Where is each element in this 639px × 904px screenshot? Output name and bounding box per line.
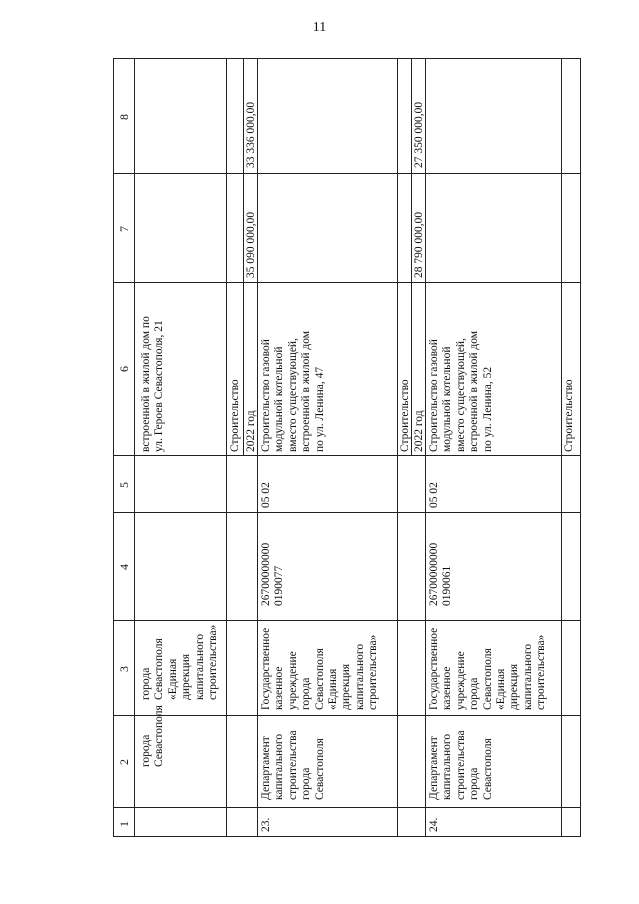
continuation-object: встроенной в жилой дом по ул. Героев Севастополя, 21 bbox=[140, 316, 166, 452]
row-23-number: 23. bbox=[260, 817, 272, 832]
column-header-2: 2 bbox=[117, 759, 131, 765]
col-separator-2-1 bbox=[113, 807, 581, 808]
row-24-department: Департамент капитального строительства города Севастополя bbox=[428, 730, 494, 800]
row-23-year-label: 2022 год bbox=[245, 410, 257, 452]
row-24-section: 05 02 bbox=[428, 482, 440, 508]
column-header-5: 5 bbox=[117, 482, 131, 488]
col-separator-6-5 bbox=[113, 455, 581, 456]
col-separator-7-6 bbox=[113, 282, 581, 283]
row-23-total-amount: 33 336 000,00 bbox=[245, 101, 257, 168]
row-24-object: Строительство газовой модульной котельной вместо существующей, встроенной в жилой дом по ул. Ленина, 52 bbox=[428, 330, 494, 452]
column-header-4: 4 bbox=[117, 564, 131, 570]
column-header-1: 1 bbox=[117, 821, 131, 827]
column-header-3: 3 bbox=[117, 666, 131, 672]
row-separator-d bbox=[397, 58, 398, 837]
row-24-year-label: 2022 год bbox=[413, 410, 425, 452]
row-separator-g bbox=[561, 58, 562, 837]
page-number: 11 bbox=[312, 20, 327, 35]
col-separator-8-7 bbox=[113, 173, 581, 174]
col-separator-3-2 bbox=[113, 715, 581, 716]
row-24-code: 26700000000 0190061 bbox=[428, 542, 454, 606]
table-border-right bbox=[580, 58, 581, 837]
row-24-institution: Государственное казенное учреждение города Севастополя «Единая дирекция капитального строительства» bbox=[428, 627, 548, 710]
table-border-left bbox=[113, 58, 114, 837]
row-23-year-amount: 35 090 000,00 bbox=[245, 211, 257, 278]
column-header-6: 6 bbox=[117, 366, 131, 372]
row-24-year-amount: 28 790 000,00 bbox=[413, 211, 425, 278]
row-separator-a bbox=[226, 58, 227, 837]
row-23-code: 26700000000 0190077 bbox=[260, 542, 286, 606]
col-separator-5-4 bbox=[113, 512, 581, 513]
row-24-number: 24. bbox=[428, 817, 440, 832]
column-header-7: 7 bbox=[117, 226, 131, 232]
table-border-bottom bbox=[113, 836, 581, 837]
row-23-object: Строительство газовой модульной котельной вместо существующей, встроенной в жилой дом по ул. Ленина, 47 bbox=[260, 330, 326, 452]
row-23-section: 05 02 bbox=[260, 482, 272, 508]
row-24-total-amount: 27 350 000,00 bbox=[413, 101, 425, 168]
continuation-department: города Севастополя bbox=[140, 705, 166, 767]
continuation-institution: города Севастополя «Единая дирекция капитального строительства» bbox=[140, 624, 220, 700]
row-23-subtotal-label: Строительство bbox=[399, 379, 411, 452]
table-border-top bbox=[113, 58, 581, 59]
continuation-subtotal-label: Строительство bbox=[229, 379, 241, 452]
column-header-8: 8 bbox=[117, 114, 131, 120]
row-23-institution: Государственное казенное учреждение города Севастополя «Единая дирекция капитального строительства» bbox=[260, 627, 380, 710]
row-separator-b bbox=[243, 58, 244, 456]
row-24-subtotal-label: Строительство bbox=[563, 379, 575, 452]
row-23-department: Департамент капитального строительства города Севастополя bbox=[260, 730, 326, 800]
col-separator-4-3 bbox=[113, 620, 581, 621]
header-row-separator bbox=[134, 58, 135, 837]
